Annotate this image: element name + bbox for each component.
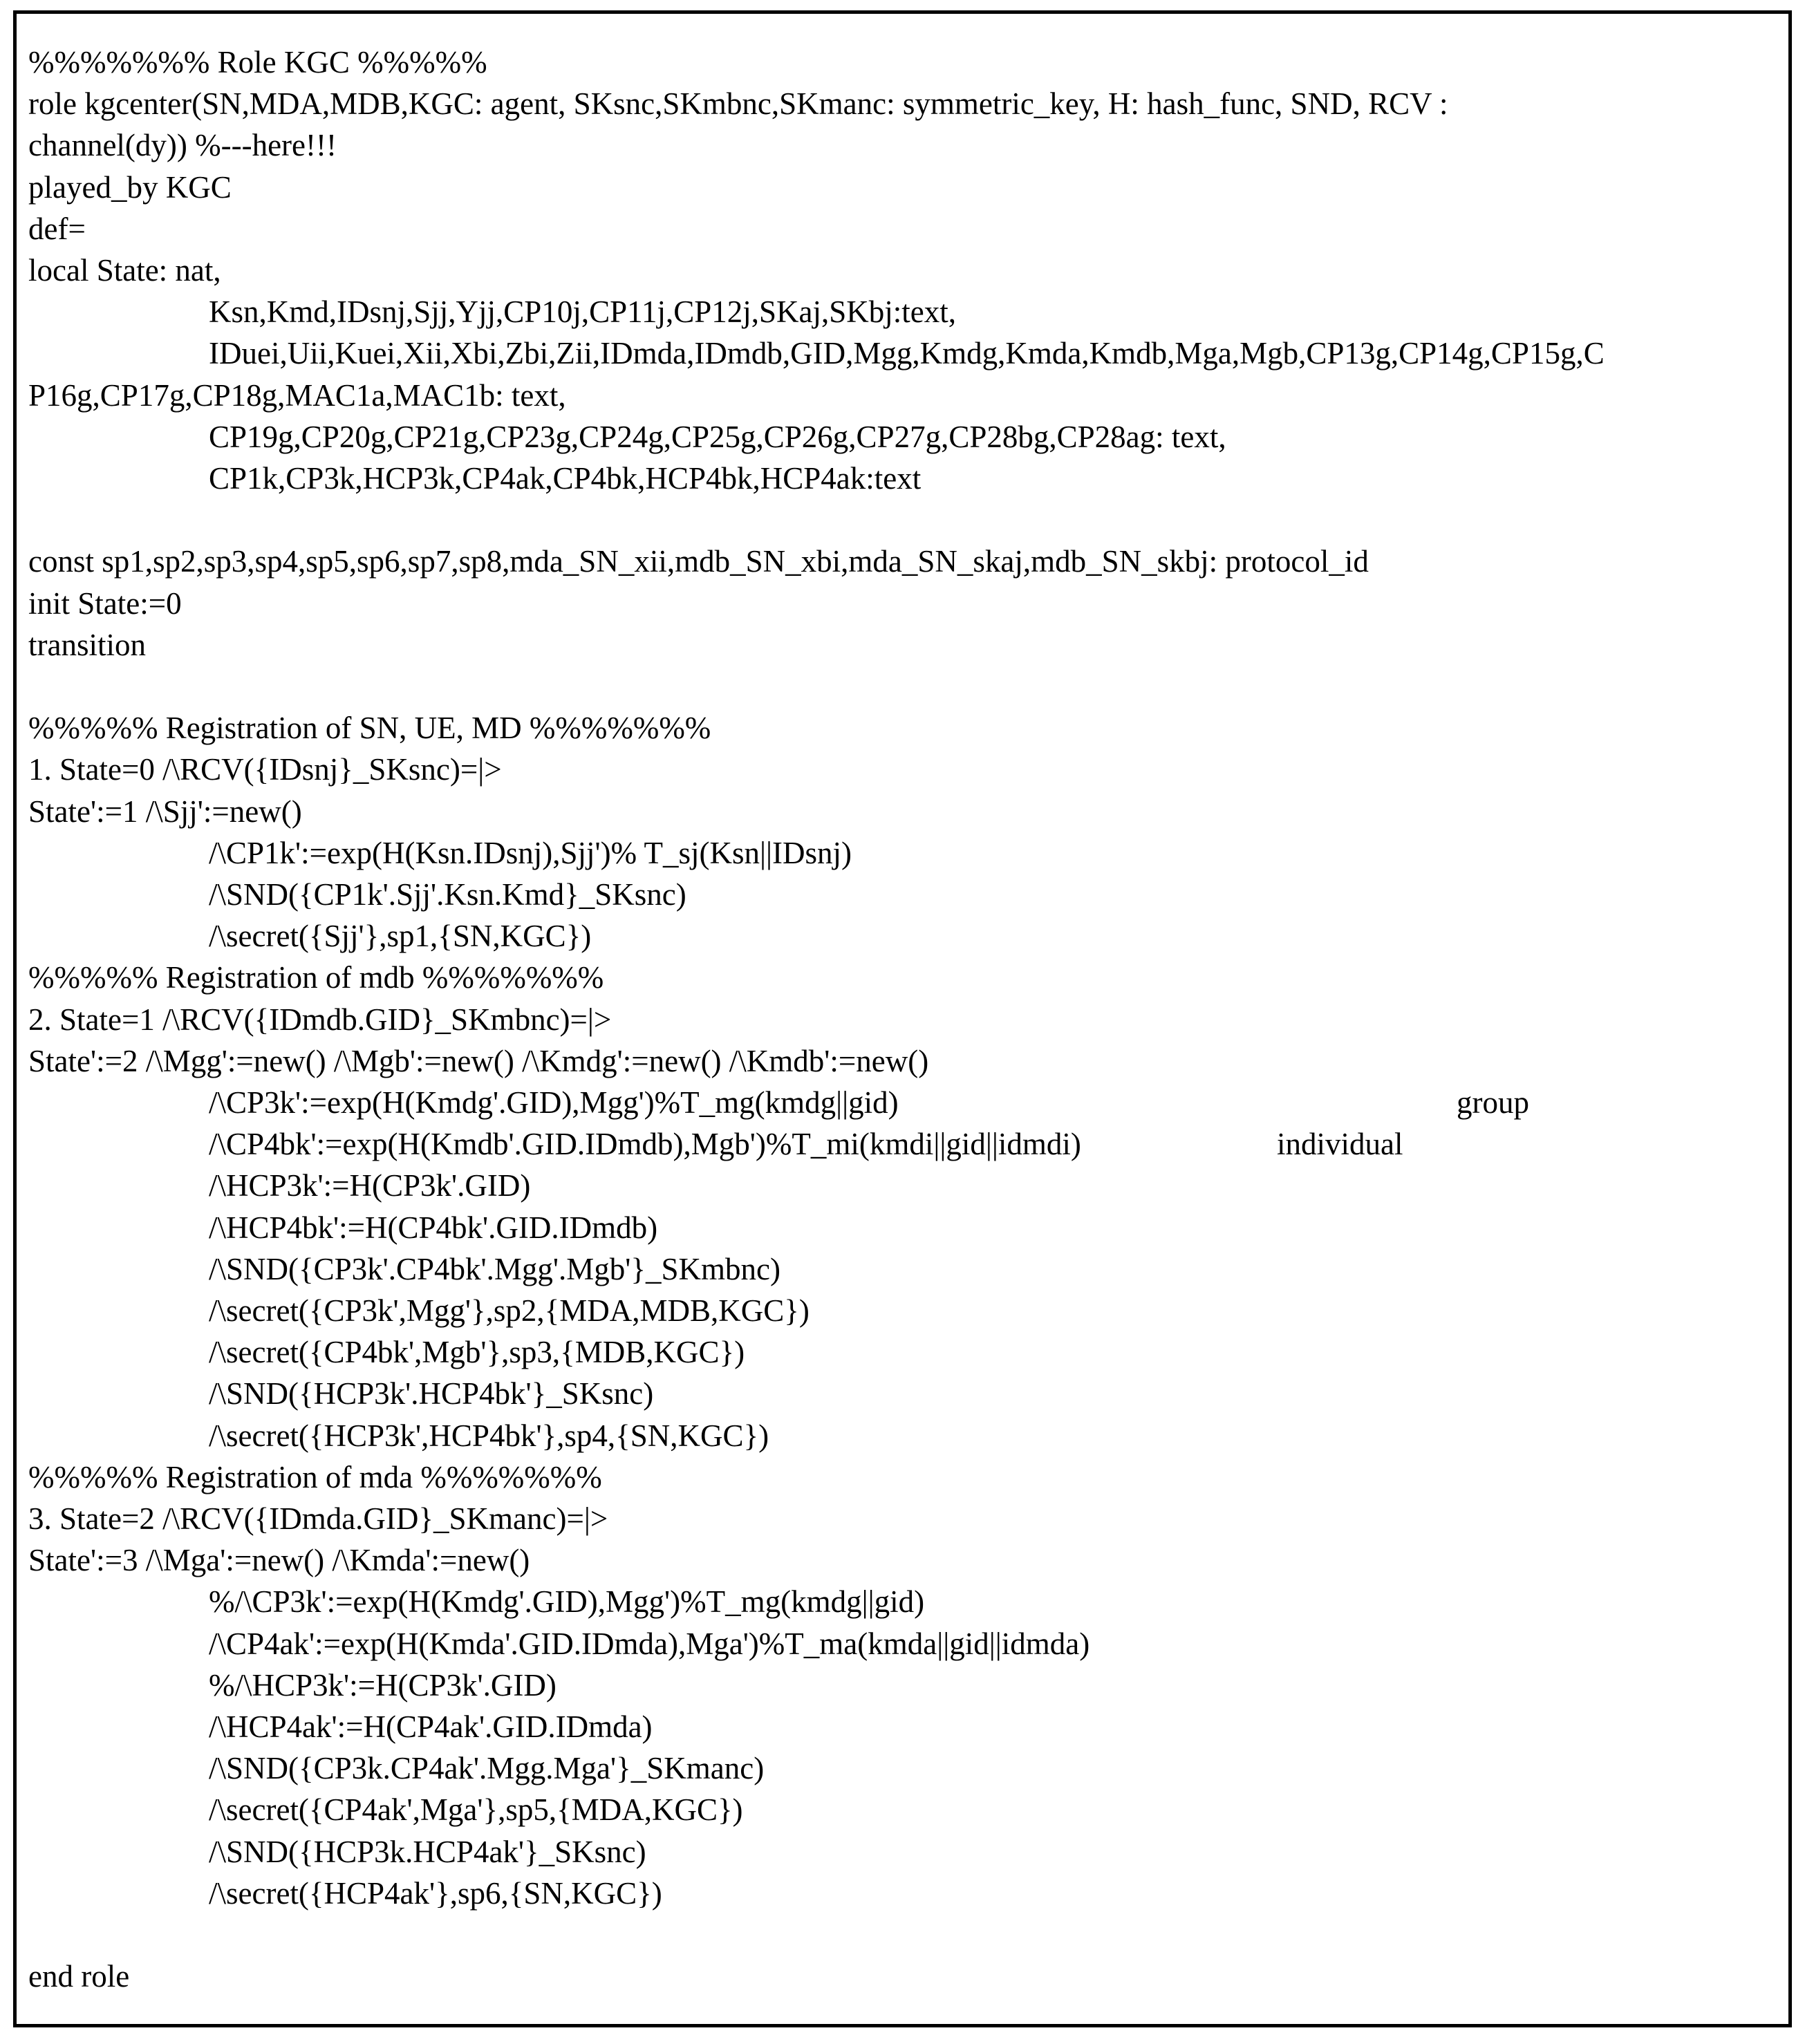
code-line: played_by KGC (28, 169, 232, 205)
code-line: State':=3 /\Mga':=new() /\Kmda':=new() (28, 1543, 530, 1578)
code-line: /\HCP3k':=H(CP3k'.GID) (209, 1168, 531, 1203)
code-line: 1. State=0 /\RCV({IDsnj}_SKsnc)=|> (28, 752, 502, 787)
code-line: %%%%% Registration of mda %%%%%%% (28, 1459, 602, 1494)
code-line: %%%%% Registration of mdb %%%%%%% (28, 960, 604, 995)
annotation-group: group (1457, 1085, 1529, 1120)
code-line: /\SND({HCP3k'.HCP4bk'}_SKsnc) (209, 1376, 654, 1412)
code-line: State':=1 /\Sjj':=new() (28, 794, 302, 829)
code-line: /\CP1k':=exp(H(Ksn.IDsnj),Sjj')% T_sj(Ksn||IDsnj) (209, 835, 852, 870)
code-line: /\secret({HCP3k',HCP4bk'},sp4,{SN,KGC}) (209, 1418, 769, 1453)
code-line: %%%%% Registration of SN, UE, MD %%%%%%% (28, 711, 711, 746)
code-line: /\CP4bk':=exp(H(Kmdb'.GID.IDmdb),Mgb')%T_mi(kmdi||gid||idmdi) (209, 1127, 1081, 1162)
code-line: init State:=0 (28, 585, 182, 621)
code-line: State':=2 /\Mgg':=new() /\Mgb':=new() /\Kmdg':=new() /\Kmdb':=new() (28, 1043, 929, 1078)
code-line: IDuei,Uii,Kuei,Xii,Xbi,Zbi,Zii,IDmda,IDmdb,GID,Mgg,Kmdg,Kmda,Kmdb,Mga,Mgb,CP13g,CP14g,CP15g,C (209, 336, 1605, 371)
code-line: /\secret({Sjj'},sp1,{SN,KGC}) (209, 919, 592, 954)
code-line: /\SND({CP1k'.Sjj'.Ksn.Kmd}_SKsnc) (209, 877, 686, 912)
code-line: /\CP4ak':=exp(H(Kmda'.GID.IDmda),Mga')%T_ma(kmda||gid||idmda) (209, 1626, 1090, 1661)
code-line: channel(dy)) %---here!!! (28, 128, 337, 163)
code-line: 3. State=2 /\RCV({IDmda.GID}_SKmanc)=|> (28, 1501, 608, 1536)
annotation-individual: individual (1277, 1127, 1403, 1161)
code-line: end role (28, 1959, 130, 1994)
code-line: def= (28, 211, 86, 246)
code-line: /\SND({HCP3k.HCP4ak'}_SKsnc) (209, 1834, 646, 1869)
code-line: CP19g,CP20g,CP21g,CP23g,CP24g,CP25g,CP26g,CP27g,CP28bg,CP28ag: text, (209, 419, 1226, 454)
code-line: /\HCP4ak':=H(CP4ak'.GID.IDmda) (209, 1709, 653, 1744)
code-line: /\SND({CP3k.CP4ak'.Mgg.Mga'}_SKmanc) (209, 1751, 765, 1786)
code-line: role kgcenter(SN,MDA,MDB,KGC: agent, SKsnc,SKmbnc,SKmanc: symmetric_key, H: hash_func, SND, RCV : (28, 86, 1448, 122)
code-line: /\CP3k':=exp(H(Kmdg'.GID),Mgg')%T_mg(kmdg||gid) (209, 1085, 899, 1120)
code-line: /\SND({CP3k'.CP4bk'.Mgg'.Mgb'}_SKmbnc) (209, 1251, 780, 1286)
code-line: P16g,CP17g,CP18g,MAC1a,MAC1b: text, (28, 377, 566, 413)
code-line: /\HCP4bk':=H(CP4bk'.GID.IDmdb) (209, 1210, 658, 1245)
code-line: /\secret({HCP4ak'},sp6,{SN,KGC}) (209, 1875, 662, 1911)
code-line: /\secret({CP4ak',Mga'},sp5,{MDA,KGC}) (209, 1792, 743, 1828)
code-line: 2. State=1 /\RCV({IDmdb.GID}_SKmbnc)=|> (28, 1002, 612, 1037)
code-line: const sp1,sp2,sp3,sp4,sp5,sp6,sp7,sp8,mda_SN_xii,mdb_SN_xbi,mda_SN_skaj,mdb_SN_skbj: protocol_id (28, 544, 1369, 579)
code-line: /\secret({CP3k',Mgg'},sp2,{MDA,MDB,KGC}) (209, 1293, 810, 1328)
code-line: %/\HCP3k':=H(CP3k'.GID) (209, 1667, 557, 1703)
code-line: transition (28, 627, 146, 662)
code-line: /\secret({CP4bk',Mgb'},sp3,{MDB,KGC}) (209, 1335, 745, 1370)
code-line: Ksn,Kmd,IDsnj,Sjj,Yjj,CP10j,CP11j,CP12j,SKaj,SKbj:text, (209, 294, 957, 330)
code-line: local State: nat, (28, 253, 221, 288)
code-line: %/\CP3k':=exp(H(Kmdg'.GID),Mgg')%T_mg(kmdg||gid) (209, 1584, 925, 1620)
code-line: %%%%%%% Role KGC %%%%% (28, 45, 487, 79)
code-line: CP1k,CP3k,HCP3k,CP4ak,CP4bk,HCP4bk,HCP4ak:text (209, 461, 922, 496)
